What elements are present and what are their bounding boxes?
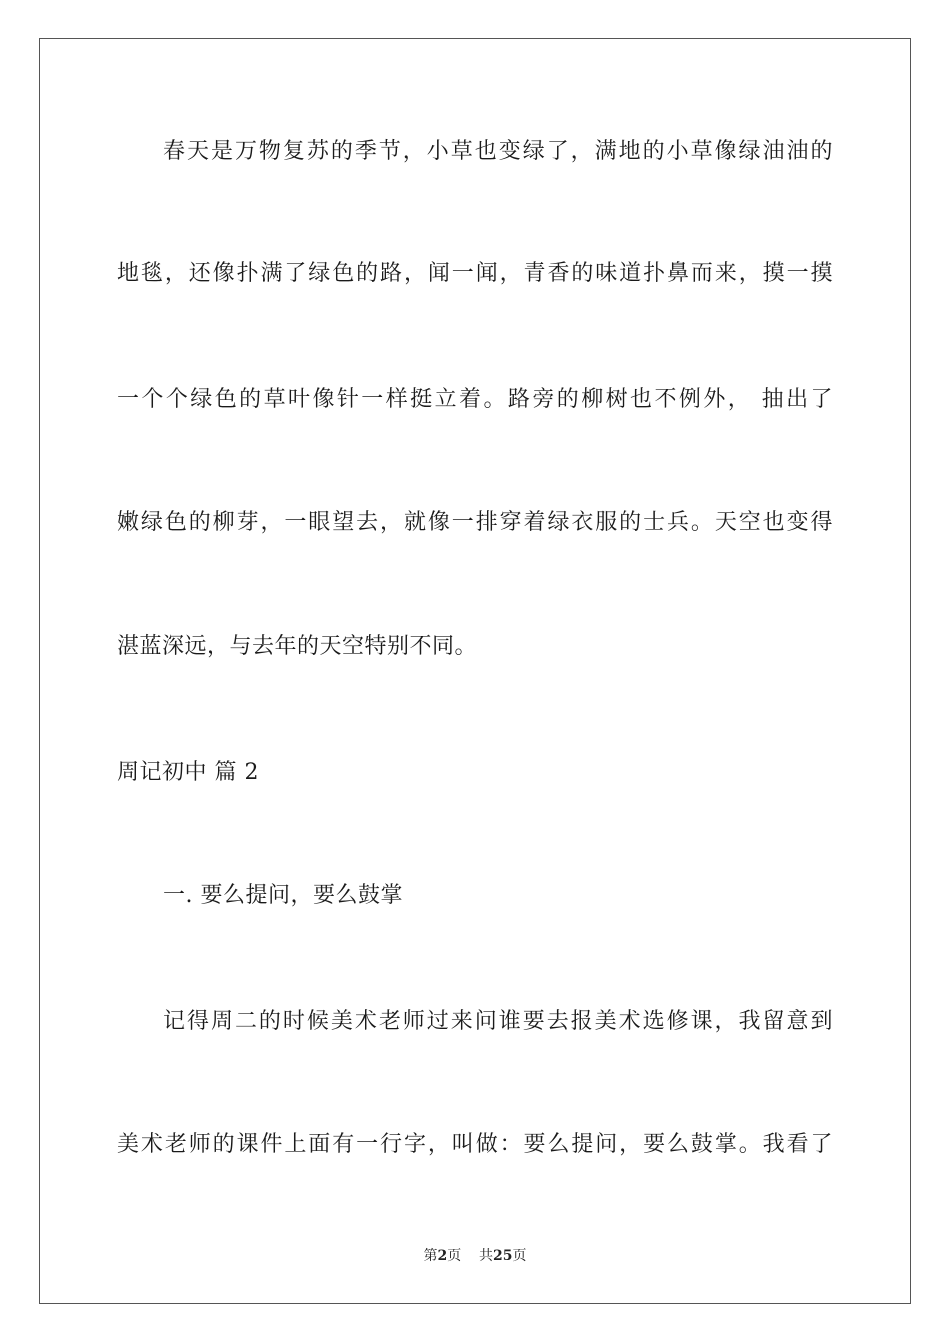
page-frame	[39, 38, 911, 1304]
footer-total-pages: 25	[493, 1248, 513, 1264]
subheading: 一. 要么提问，要么鼓掌	[163, 883, 403, 908]
paragraph-line-6: 记得周二的时候美术老师过来问谁要去报美术选修课，我留意到	[163, 1009, 833, 1034]
paragraph-line-1: 春天是万物复苏的季节，小草也变绿了，满地的小草像绿油油的	[163, 139, 833, 164]
paragraph-line-5: 湛蓝深远，与去年的天空特别不同。	[117, 634, 478, 659]
paragraph-line-2: 地毯，还像扑满了绿色的路，闻一闻，青香的味道扑鼻而来，摸一摸	[117, 261, 833, 286]
page-footer	[0, 1246, 950, 1266]
paragraph-line-7: 美术老师的课件上面有一行字，叫做：要么提问，要么鼓掌。我看了	[117, 1132, 833, 1157]
footer-current-page: 2	[437, 1248, 448, 1264]
paragraph-line-3: 一个个绿色的草叶像针一样挺立着。路旁的柳树也不例外， 抽出了	[117, 387, 833, 412]
footer-mid: 页 共	[447, 1248, 494, 1264]
footer-suffix: 页	[512, 1248, 527, 1264]
footer-prefix: 第	[423, 1248, 438, 1264]
section-heading: 周记初中 篇 2	[117, 760, 259, 785]
paragraph-line-4: 嫩绿色的柳芽，一眼望去，就像一排穿着绿衣服的士兵。天空也变得	[117, 510, 833, 535]
